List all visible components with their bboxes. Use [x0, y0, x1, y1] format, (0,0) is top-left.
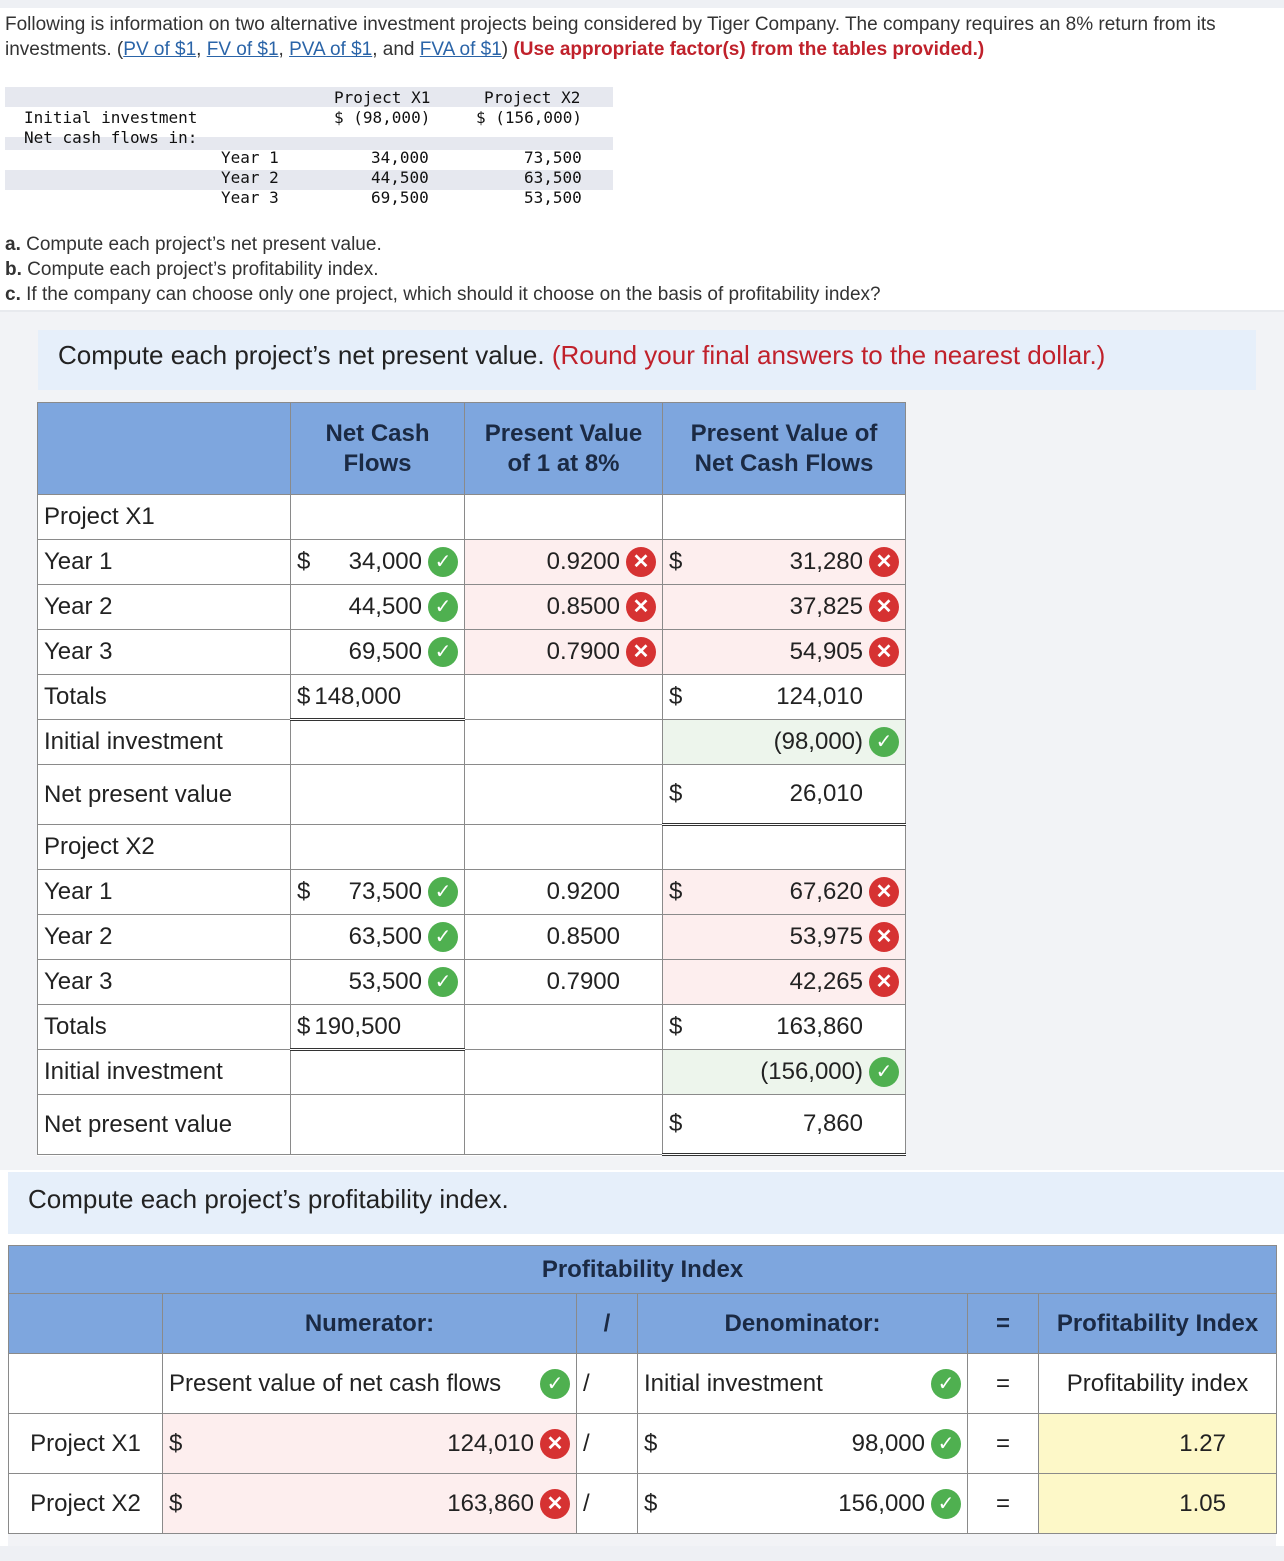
correct-check-icon: ✓ [869, 1057, 899, 1087]
correct-check-icon: ✓ [869, 727, 899, 757]
pv-input[interactable]: 53,975 ✕ [663, 915, 906, 960]
project-x1-label: Project X1 [38, 495, 291, 540]
rounding-note: (Round your final answers to the nearest dollar.) [551, 340, 1106, 370]
band [5, 170, 613, 190]
project-x2-label: Project X2 [38, 825, 291, 870]
x2-value: 63,500 [524, 168, 582, 187]
year-label: Year 2 [221, 168, 279, 187]
initial-investment-row: Initial investment (98,000) ✓ [38, 720, 906, 765]
cash-input[interactable]: 53,500 ✓ [291, 960, 465, 1005]
pv-table-link[interactable]: PV of $1 [123, 39, 197, 60]
pi-row: Project X2 $ 163,860 ✕ / $ 156,000 ✓ = 1.05 [9, 1474, 1277, 1534]
total-pv: $ 163,860 [663, 1005, 906, 1050]
incorrect-x-icon: ✕ [869, 967, 899, 997]
table-row: Year 3 53,500 ✓ 0.7900 42,265 ✕ [38, 960, 906, 1005]
pv-input[interactable]: 37,825 ✕ [663, 585, 906, 630]
factor-value: 0.9200 [465, 870, 663, 915]
question-list [5, 232, 881, 307]
initial-label: Initial investment [24, 108, 198, 127]
correct-check-icon: ✓ [931, 1369, 961, 1399]
cash-input[interactable]: 44,500 ✓ [291, 585, 465, 630]
result-header: Profitability Index [1039, 1294, 1277, 1354]
pi-title: Profitability Index [9, 1246, 1277, 1294]
pi-row: Project X1 $ 124,010 ✕ / $ 98,000 ✓ = 1.27 [9, 1414, 1277, 1474]
numerator-input[interactable]: $ 124,010 ✕ [163, 1414, 577, 1474]
pi-result-input[interactable]: 1.05 [1039, 1474, 1277, 1534]
totals-row: Totals $ 148,000 $ 124,010 [38, 675, 906, 720]
pv-factor-header: Present Value of 1 at 8% [465, 403, 663, 495]
correct-check-icon: ✓ [428, 877, 458, 907]
incorrect-x-icon: ✕ [540, 1429, 570, 1459]
col-x1-header: Project X1 [334, 88, 431, 107]
table-row: Year 1 $ 73,500 ✓ 0.9200 $ 67,620 ✕ [38, 870, 906, 915]
npv-value: $ 26,010 [663, 765, 906, 825]
fv-table-link[interactable]: FV of $1 [206, 39, 279, 60]
x1-value: 44,500 [371, 168, 429, 187]
correct-check-icon: ✓ [428, 592, 458, 622]
incorrect-x-icon: ✕ [869, 547, 899, 577]
totals-row: Totals $ 190,500 $ 163,860 [38, 1005, 906, 1050]
project-label: Project X2 [9, 1474, 163, 1534]
pi-result-input[interactable]: 1.27 [1039, 1414, 1277, 1474]
table-row: Year 2 63,500 ✓ 0.8500 53,975 ✕ [38, 915, 906, 960]
incorrect-x-icon: ✕ [626, 592, 656, 622]
cash-input[interactable]: $ 34,000 ✓ [291, 540, 465, 585]
cash-input[interactable]: 63,500 ✓ [291, 915, 465, 960]
denominator-header: Denominator: [638, 1294, 968, 1354]
pv-input[interactable]: $ 67,620 ✕ [663, 870, 906, 915]
pv-input[interactable]: $ 31,280 ✕ [663, 540, 906, 585]
correct-check-icon: ✓ [428, 547, 458, 577]
correct-check-icon: ✓ [428, 922, 458, 952]
question-b: b. Compute each project’s profitability index. [5, 259, 379, 280]
incorrect-x-icon: ✕ [869, 877, 899, 907]
table-row [38, 825, 906, 870]
incorrect-x-icon: ✕ [626, 547, 656, 577]
year-label: Year 3 [221, 188, 279, 207]
given-data-table [0, 86, 640, 216]
npv-heading: Compute each project’s net present value. (Round your final answers to the nearest dollar.) [38, 330, 1256, 390]
incorrect-x-icon: ✕ [869, 922, 899, 952]
pi-title-row [9, 1246, 1277, 1294]
npv-table [37, 402, 906, 1156]
blank-header [9, 1294, 163, 1354]
equals-header: = [968, 1294, 1039, 1354]
incorrect-x-icon: ✕ [540, 1489, 570, 1519]
factor-value: 0.7900 [465, 960, 663, 1005]
fva-table-link[interactable]: FVA of $1 [419, 39, 502, 60]
incorrect-x-icon: ✕ [869, 637, 899, 667]
factor-input[interactable]: 0.7900 ✕ [465, 630, 663, 675]
denominator-input[interactable]: $ 156,000 ✓ [638, 1474, 968, 1534]
col-x2-header: Project X2 [484, 88, 581, 107]
incorrect-x-icon: ✕ [626, 637, 656, 667]
npv-header-row [38, 403, 906, 495]
initial-investment-row: Initial investment (156,000) ✓ [38, 1050, 906, 1095]
total-cash: $ 148,000 [291, 675, 465, 720]
correct-check-icon: ✓ [428, 967, 458, 997]
result-desc: Profitability index [1039, 1354, 1277, 1414]
year-label: Year 1 [221, 148, 279, 167]
initial-x2: $ (156,000) [476, 108, 582, 127]
question-a: a. Compute each project’s net present value. [5, 234, 382, 255]
npv-row: Net present value $ 7,860 [38, 1095, 906, 1155]
correct-check-icon: ✓ [428, 637, 458, 667]
divide-header: / [577, 1294, 638, 1354]
correct-check-icon: ✓ [931, 1429, 961, 1459]
numerator-header: Numerator: [163, 1294, 577, 1354]
x2-value: 73,500 [524, 148, 582, 167]
initial-x1: $ (98,000) [334, 108, 431, 127]
factor-input[interactable]: 0.8500 ✕ [465, 585, 663, 630]
x1-value: 69,500 [371, 188, 429, 207]
pi-table [8, 1245, 1277, 1534]
cash-input[interactable]: $ 73,500 ✓ [291, 870, 465, 915]
bottom-strip [0, 1546, 1284, 1561]
cash-flows-label: Net cash flows in: [24, 128, 198, 147]
pi-heading: Compute each project’s profitability index. [8, 1172, 1284, 1234]
total-cash: $ 190,500 [291, 1005, 465, 1050]
factor-input[interactable]: 0.9200 ✕ [465, 540, 663, 585]
top-strip [0, 0, 1284, 8]
table-row: Year 2 44,500 ✓ 0.8500 ✕ 37,825 ✕ [38, 585, 906, 630]
numerator-desc-select[interactable]: Present value of net cash flows ✓ [163, 1354, 577, 1414]
initial-investment-input[interactable]: (156,000) ✓ [663, 1050, 906, 1095]
x1-value: 34,000 [371, 148, 429, 167]
denominator-desc-select[interactable]: Initial investment ✓ [638, 1354, 968, 1414]
x2-value: 53,500 [524, 188, 582, 207]
project-label: Project X1 [9, 1414, 163, 1474]
pi-header-row [9, 1294, 1277, 1354]
correct-check-icon: ✓ [540, 1369, 570, 1399]
table-row: Year 3 69,500 ✓ 0.7900 ✕ 54,905 ✕ [38, 630, 906, 675]
table-row: Year 1 $ 34,000 ✓ 0.9200 ✕ $ 31,280 ✕ [38, 540, 906, 585]
correct-check-icon: ✓ [931, 1489, 961, 1519]
npv-value: $ 7,860 [663, 1095, 906, 1155]
table-row [38, 495, 906, 540]
pv-net-cash-header: Present Value of Net Cash Flows [663, 403, 906, 495]
initial-investment-input[interactable]: (98,000) ✓ [663, 720, 906, 765]
label-header [38, 403, 291, 495]
question-c: c. If the company can choose only one project, which should it choose on the basis of profitability index? [5, 284, 881, 305]
denominator-input[interactable]: $ 98,000 ✓ [638, 1414, 968, 1474]
net-cash-flows-header: Net Cash Flows [291, 403, 465, 495]
pv-input[interactable]: 42,265 ✕ [663, 960, 906, 1005]
pi-description-row: Present value of net cash flows ✓ / Initial investment ✓ = Profitability index [9, 1354, 1277, 1414]
numerator-input[interactable]: $ 163,860 ✕ [163, 1474, 577, 1534]
cash-input[interactable]: 69,500 ✓ [291, 630, 465, 675]
total-pv: $ 124,010 [663, 675, 906, 720]
pv-input[interactable]: 54,905 ✕ [663, 630, 906, 675]
incorrect-x-icon: ✕ [869, 592, 899, 622]
pva-table-link[interactable]: PVA of $1 [289, 39, 373, 60]
npv-row: Net present value $ 26,010 [38, 765, 906, 825]
instruction-note: (Use appropriate factor(s) from the tables provided.) [513, 39, 985, 60]
factor-value: 0.8500 [465, 915, 663, 960]
problem-intro: Following is information on two alternative investment projects being considered by Tiger Company. The company requires an 8% return from its investments. (PV of $1, FV of $1, PVA of $1, and FVA of $1) (Use appropriate factor(s) from the tables provided.) [5, 14, 1216, 60]
